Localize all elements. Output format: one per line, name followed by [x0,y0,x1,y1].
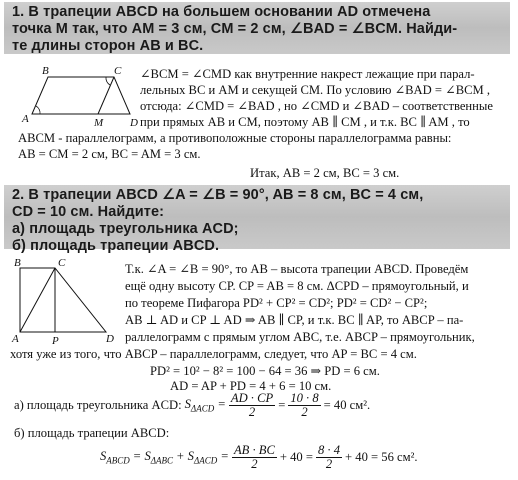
trapezoid-abcd-outline [32,77,130,114]
problem-2-line-4: б) площадь трапеции ABCD. [12,238,220,254]
fraction-ab-bc: $\frac{AB \cdot BC}{2}$ [233,443,275,471]
fraction-8-4: $\frac{8 \cdot 4}{2}$ [317,443,341,471]
p2-calc-2: AD = AP + PD = 4 + 6 = 10 см. [170,379,332,393]
label-m: M [94,117,104,129]
p1-answer: Итак, AB = 2 см, BC = 3 см. [250,166,400,180]
fraction-10-8: $\frac{10 \cdot 8}{2}$ [290,391,319,419]
figure-2-right-trapezoid [10,257,120,347]
label-a: A [22,113,29,125]
p2-part-b-formula: $S_{ABCD}$ = $S_{\Delta ABC}$ + $S_{\Delta ACD}$ = $\frac{AB \cdot BC}{2}$ + 40 = $\frac{8 \cdot 4}{2}$ + 40 = 56 см². [100,443,418,471]
fraction-ad-cp: $\frac{AD \cdot CP}{2}$ [230,391,274,419]
label-c-2: C [58,257,66,269]
angle-arc-c [106,77,110,85]
problem-2-line-3: а) площадь треугольника ACD; [12,221,239,237]
p1-sol-line-1: ∠BCM = ∠CMD как внутренние накрест лежащие при парал- [140,67,475,81]
problem-1-line-3: те длины сторон AB и BC. [12,38,204,54]
angle-arc-a [36,106,40,114]
p2-part-a-label: а) площадь треугольника ACD: [14,398,182,412]
p2-part-b-label: б) площадь трапеции ABCD: [14,426,170,440]
problem-1-line-1: 1. В трапеции ABCD на большем основании AD отмечена [12,4,431,20]
problem-2-line-2: CD = 10 см. Найдите: [12,204,165,220]
segment-cm [98,77,114,114]
trapezoid-abcd-outline-2 [20,268,106,332]
p1-sol-line-4: при прямых AB и CM, поэтому AB ∥ CM , и т.к. BC ∥ AM , то [140,115,470,129]
label-b: B [42,65,49,77]
p2-calc-1: PD² = 10² − 8² = 100 − 64 = 36 ⇒ PD = 6 см. [150,364,380,378]
figure-1-trapezoid [18,65,138,129]
p1-sol-line-6: AB = CM = 2 см, BC = AM = 3 см. [18,147,201,161]
label-c: C [114,65,122,77]
p2-sol-line-4: AB ⊥ AD и CP ⊥ AD ⇒ AB ∥ CP, и т.к. BC ∥ AP, то ABCP – па- [125,313,464,327]
p1-sol-line-5: ABCM - параллелограмм, а противоположные стороны параллелограмма равны: [18,131,452,145]
area-symbol-a: S [184,397,191,412]
label-d-2: D [106,333,114,345]
label-a-2: A [12,333,19,345]
label-p: P [52,335,59,347]
label-d: D [130,117,138,129]
p2-sol-line-5: раллелограмм с прямым углом ABC, т.е. ABCP – прямоугольник, [125,330,475,344]
p2-sol-line-1: Т.к. ∠A = ∠B = 90°, то AB – высота трапеции ABCD. Проведём [125,262,469,276]
problem-1-line-2: точка M так, что AM = 3 см, CM = 2 см, ∠BAD = ∠BCM. Найди- [12,21,458,37]
p2-sol-line-2: ещё одну высоту CP. CP = AB = 8 см. ΔCPD – прямоугольный, и [125,279,469,293]
p2-part-a: а) площадь треугольника ACD: $S_{\Delta ACD}$ = $\frac{AD \cdot CP}{2}$ = $\frac{10 \cdot 8}{2}$ = 40 см². [14,391,371,419]
problem-2-line-1: 2. В трапеции ABCD ∠A = ∠B = 90°, AB = 8 см, BC = 4 см, [12,187,424,203]
p2-part-b-result: + 40 = 56 см². [345,450,418,464]
p2-sol-line-6: хотя уже из того, что ABCP – параллелограмм, следует, что AP = BC = 4 см. [10,347,417,361]
p1-sol-line-2: лельных BC и AM и секущей CM. По условию ∠BAD = ∠BCM , [140,83,490,97]
label-b-2: B [14,257,21,269]
diagonal-ac [20,268,55,332]
area-subscript-a: ΔACD [190,403,215,414]
problem-2-statement [4,185,510,254]
p1-sol-line-3: отсюда: ∠CMD = ∠BAD , но ∠CMD и ∠BAD – соответственные [140,99,493,113]
problem-1-statement [4,2,510,54]
p2-sol-line-3: по теореме Пифагора PD² + CP² = CD²; PD² = CD² − CP²; [125,296,428,310]
p2-part-a-result: = 40 см². [323,398,371,412]
